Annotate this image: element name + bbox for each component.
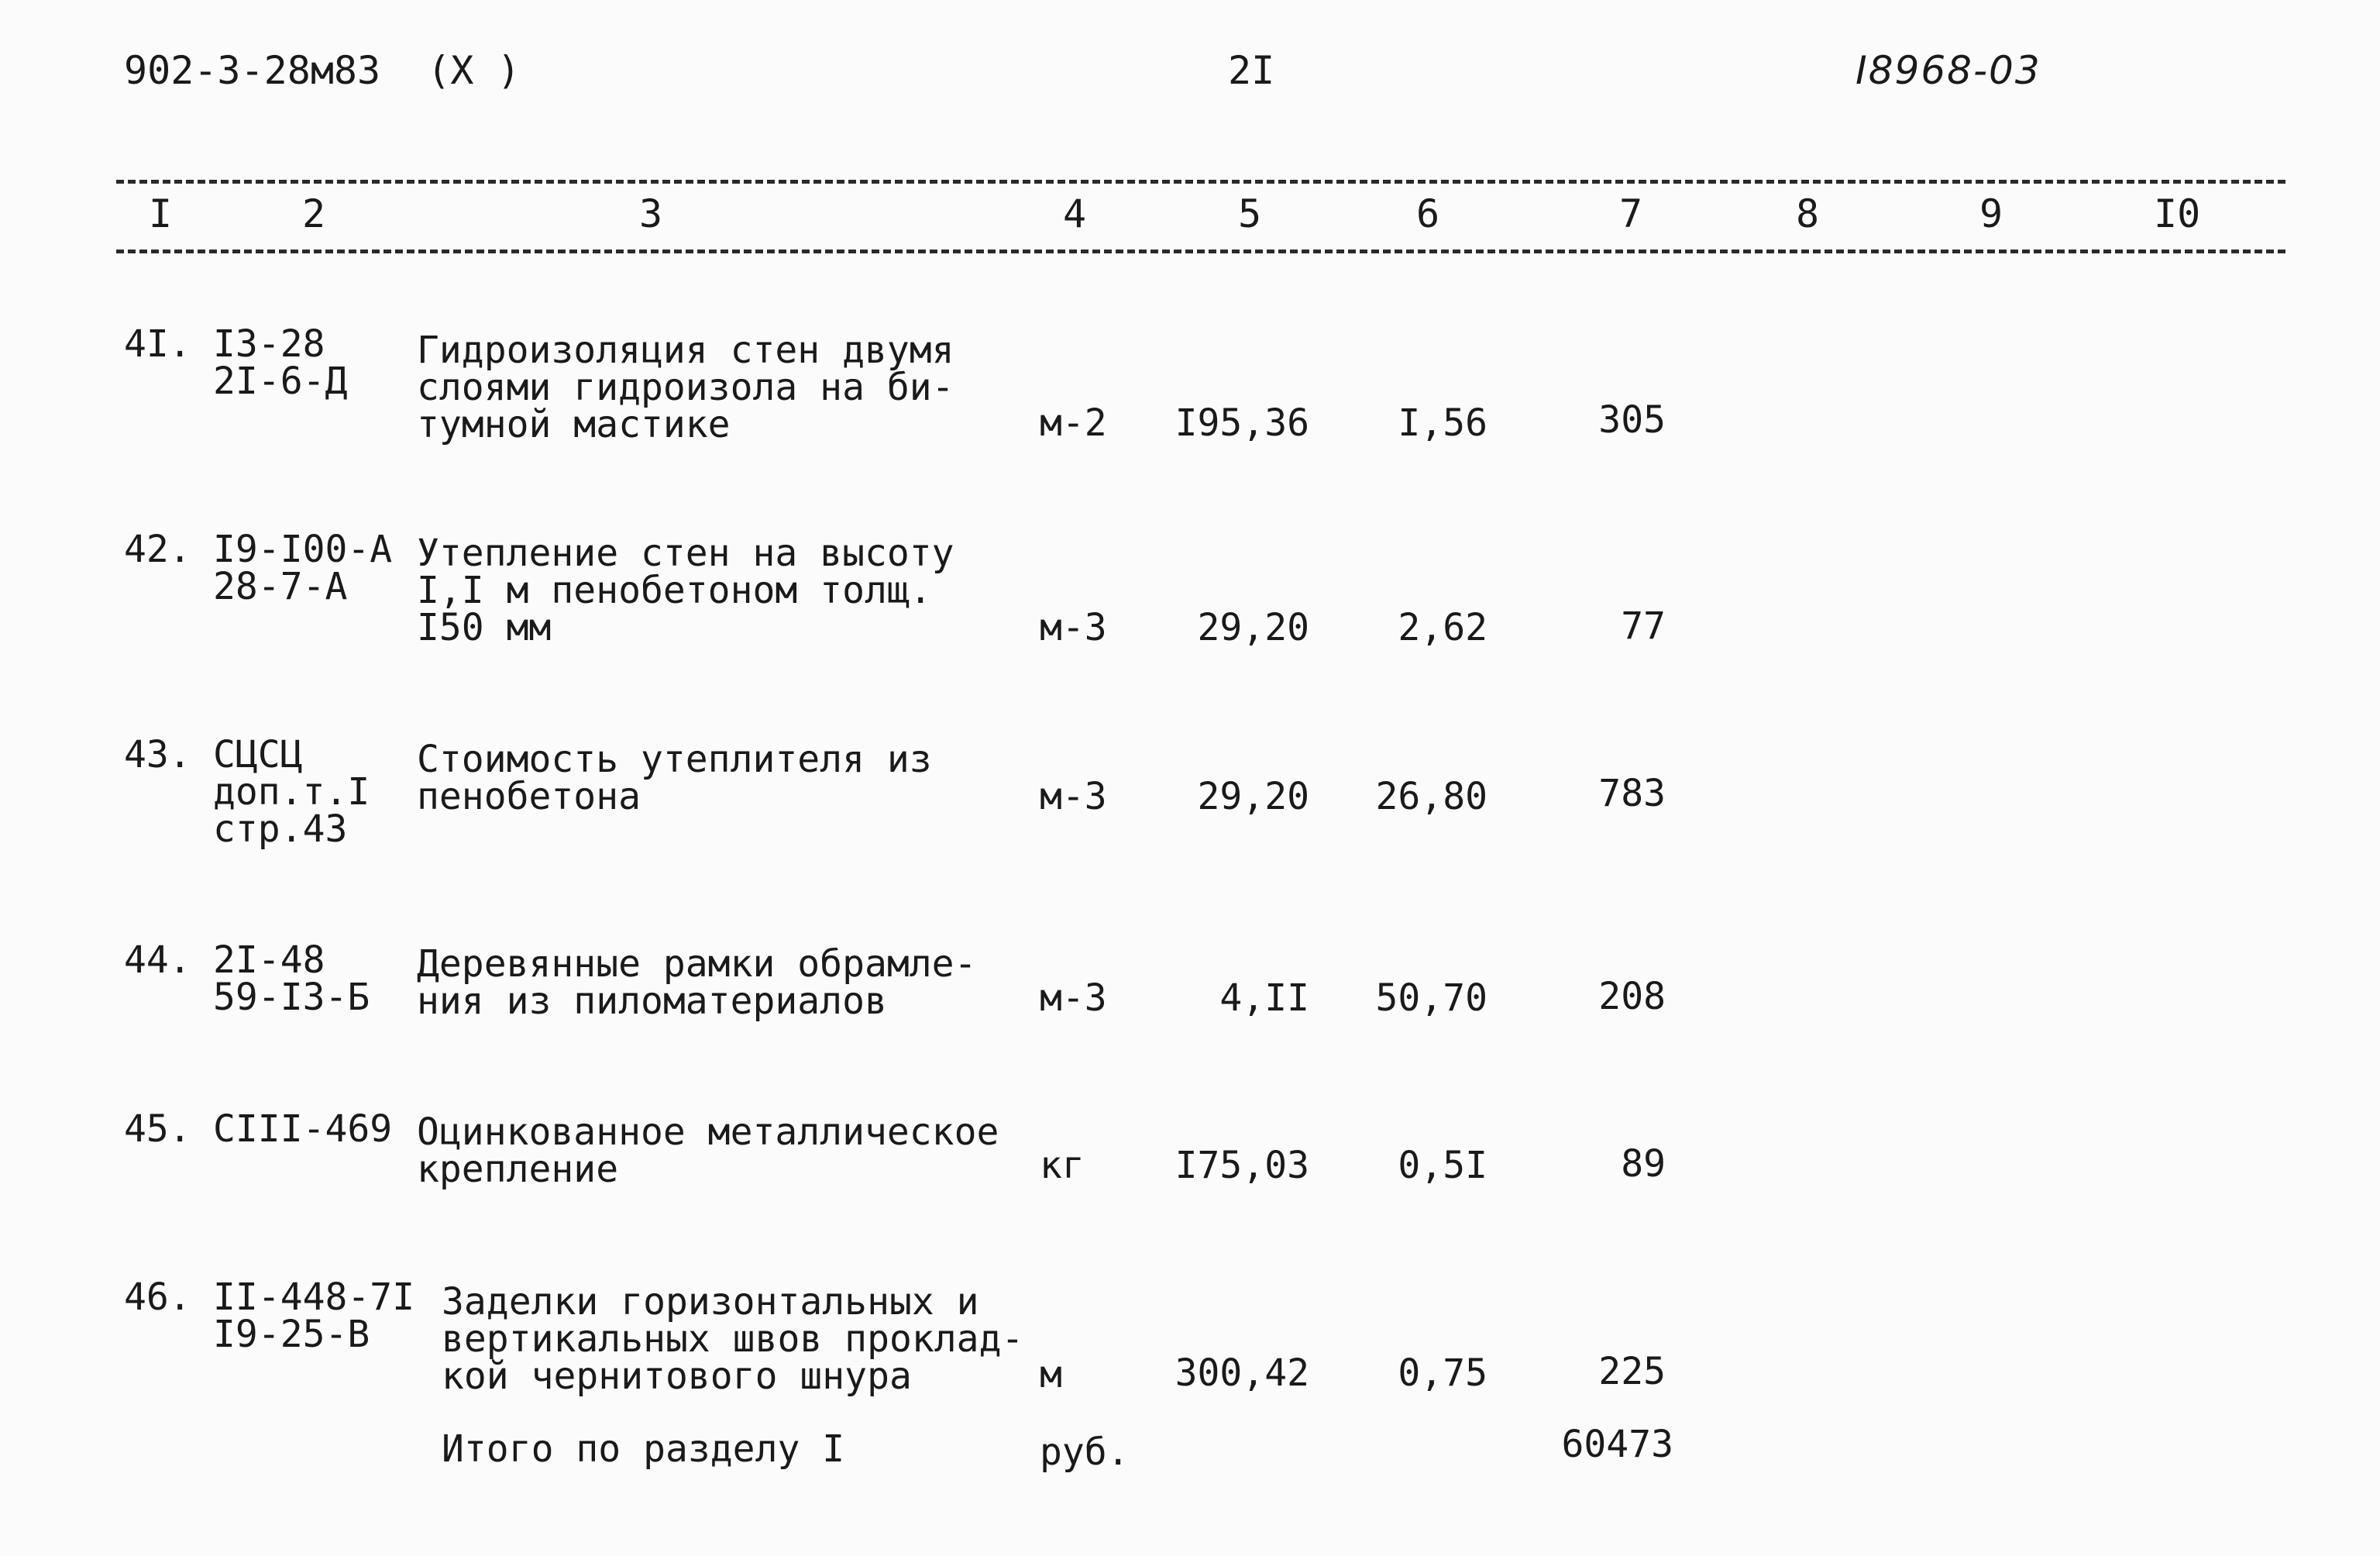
row-number: 45. <box>124 1107 191 1151</box>
row-unit: м <box>1040 1353 1062 1396</box>
table-top-rule <box>116 180 2285 184</box>
summary-total: 60473 <box>1561 1423 1673 1466</box>
column-number: 4 <box>1063 191 1087 236</box>
summary-unit: руб. <box>1040 1430 1130 1474</box>
column-number: 3 <box>639 191 663 236</box>
row-total: 89 <box>1621 1142 1666 1186</box>
row-name: Утепление стен на высоту I,I м пенобетоном толщ. I50 мм <box>417 532 954 649</box>
row-number: 44. <box>124 938 191 982</box>
row-unit: м-3 <box>1040 976 1107 1020</box>
row-unit: м-3 <box>1040 775 1107 818</box>
row-total: 77 <box>1621 604 1666 648</box>
summary-label: Итого по разделу I <box>442 1427 845 1471</box>
column-number: I <box>149 191 173 236</box>
page-number: 2I <box>1228 48 1275 93</box>
table-header-rule <box>116 250 2285 253</box>
column-number: I0 <box>2154 191 2201 236</box>
row-name: Оцинкованное металлическое крепление <box>417 1110 999 1191</box>
row-price: 50,70 <box>1375 976 1488 1020</box>
row-quantity: 4,II <box>1219 976 1309 1020</box>
row-name: Деревянные рамки обрамле- ния из пиломатериалов <box>417 942 977 1023</box>
row-total: 208 <box>1598 975 1666 1018</box>
row-number: 4I. <box>124 322 191 366</box>
row-number: 43. <box>124 733 191 776</box>
row-total: 225 <box>1598 1350 1666 1393</box>
column-number: 5 <box>1238 191 1262 236</box>
row-total: 305 <box>1598 398 1666 442</box>
row-name: Заделки горизонтальных и вертикальных швов проклад- кой чернитового шнура <box>442 1280 1024 1398</box>
row-quantity: 300,42 <box>1175 1351 1309 1395</box>
row-unit: м-2 <box>1040 401 1107 445</box>
row-price: 26,80 <box>1375 775 1488 818</box>
row-code: II-448-7I I9-25-В <box>213 1275 415 1356</box>
row-code: 2I-48 59-I3-Б <box>213 938 370 1019</box>
row-price: 2,62 <box>1398 606 1488 649</box>
column-number: 7 <box>1619 191 1643 236</box>
row-number: 42. <box>124 528 191 571</box>
row-quantity: I75,03 <box>1175 1144 1309 1187</box>
row-total: 783 <box>1598 772 1666 815</box>
reference-number: I8968-03 <box>1856 48 2041 93</box>
row-quantity: I95,36 <box>1175 401 1309 445</box>
column-number: 9 <box>1979 191 2003 236</box>
column-number: 6 <box>1416 191 1440 236</box>
row-quantity: 29,20 <box>1197 775 1309 818</box>
row-unit: м-3 <box>1040 606 1107 649</box>
row-price: 0,5I <box>1398 1144 1488 1187</box>
row-code: СIII-469 <box>213 1107 393 1151</box>
column-number: 2 <box>302 191 326 236</box>
row-price: I,56 <box>1398 401 1488 445</box>
row-code: I3-28 2I-6-Д <box>213 322 348 403</box>
row-unit: кг <box>1040 1144 1085 1187</box>
row-number: 46. <box>124 1275 191 1319</box>
row-code: I9-I00-А 28-7-А <box>213 528 393 608</box>
row-code: СЦСЦ доп.т.I стр.43 <box>213 733 370 851</box>
column-number: 8 <box>1796 191 1820 236</box>
document-code: 902-3-28м83 (X ) <box>124 48 521 93</box>
row-quantity: 29,20 <box>1197 606 1309 649</box>
row-name: Гидроизоляция стен двумя слоями гидроизола на би- тумной мастике <box>417 329 954 446</box>
row-price: 0,75 <box>1398 1351 1488 1395</box>
row-name: Стоимость утеплителя из пенобетона <box>417 738 932 818</box>
